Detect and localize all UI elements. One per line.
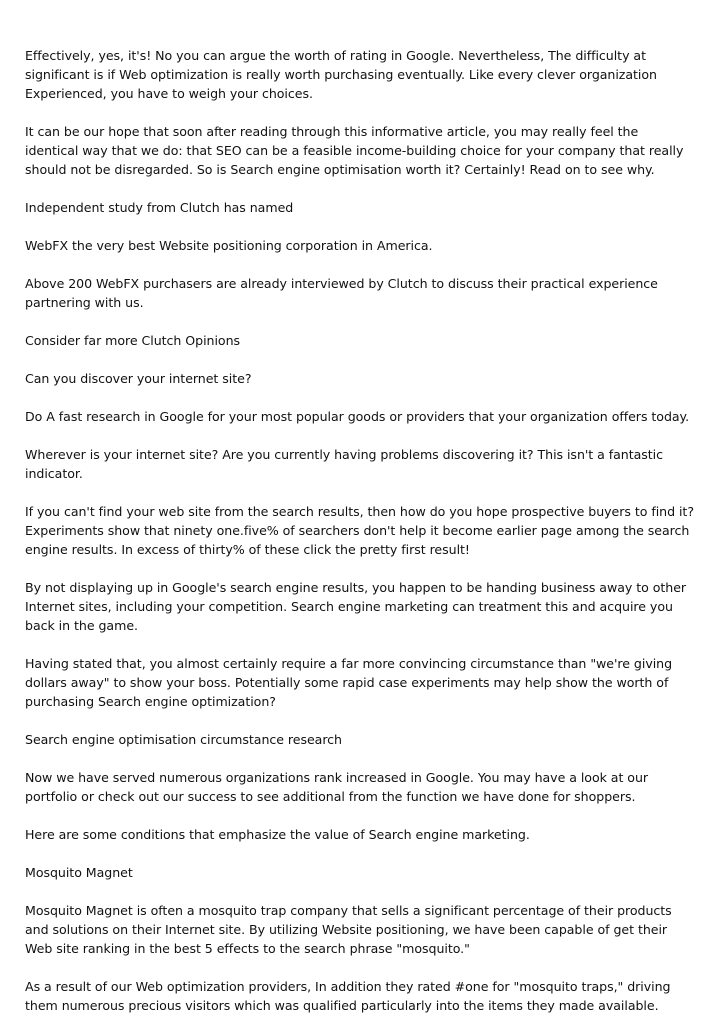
paragraph: As a result of our Web optimization providers, In addition they rated #one for "mosquito traps," driving them numerous precious visitors which was qualified particularly into the items they made available.	[25, 979, 671, 1013]
paragraph: Search engine optimisation circumstance research	[25, 732, 342, 747]
paragraph: Now we have served numerous organizations rank increased in Google. You may have a look at our portfolio or check out our success to see additional from the function we have done for shoppers.	[25, 770, 649, 804]
paragraph: Do A fast research in Google for your most popular goods or providers that your organization offers today.	[25, 409, 690, 424]
paragraph: Independent study from Clutch has named	[25, 200, 294, 215]
paragraph: Effectively, yes, it's! No you can argue the worth of rating in Google. Nevertheless, The difficulty at significant is if Web optimization is really worth purchasing eventually. Like every clever organization Experienced, you have to weigh your choices.	[25, 48, 657, 101]
paragraph: WebFX the very best Website positioning corporation in America.	[25, 238, 433, 253]
paragraph: If you can't find your web site from the search results, then how do you hope prospective buyers to find it? Experiments show that ninety one.five% of searchers don't help it become earlier page among the search engine results. In excess of thirty% of these click the pretty first result!	[25, 504, 694, 557]
paragraph: By not displaying up in Google's search engine results, you happen to be handing business away to other Internet sites, including your competition. Search engine marketing can treatment this and acquire you back in the game.	[25, 580, 687, 633]
paragraph: Consider far more Clutch Opinions	[25, 333, 241, 348]
paragraph: Wherever is your internet site? Are you currently having problems discovering it? This isn't a fantastic indicator.	[25, 447, 664, 481]
paragraph: Mosquito Magnet is often a mosquito trap company that sells a significant percentage of their products and solutions on their Internet site. By utilizing Website positioning, we have been capable of get their Web site ranking in the best 5 effects to the search phrase "mosquito."	[25, 903, 672, 956]
paragraph: Having stated that, you almost certainly require a far more convincing circumstance than "we're giving dollars away" to show your boss. Potentially some rapid case experiments may help show the worth of purchasing Search engine optimization?	[25, 656, 673, 709]
paragraph: Here are some conditions that emphasize the value of Search engine marketing.	[25, 827, 530, 842]
paragraph: It can be our hope that soon after reading through this informative article, you may really feel the identical way that we do: that SEO can be a feasible income-building choice for your company that really should not be disregarded. So is Search engine optimisation worth it? Certainly! Read on to see why.	[25, 124, 684, 177]
paragraph: Above 200 WebFX purchasers are already interviewed by Clutch to discuss their practical experience partnering with us.	[25, 276, 658, 310]
paragraph: Mosquito Magnet	[25, 865, 133, 880]
paragraph: Can you discover your internet site?	[25, 371, 252, 386]
